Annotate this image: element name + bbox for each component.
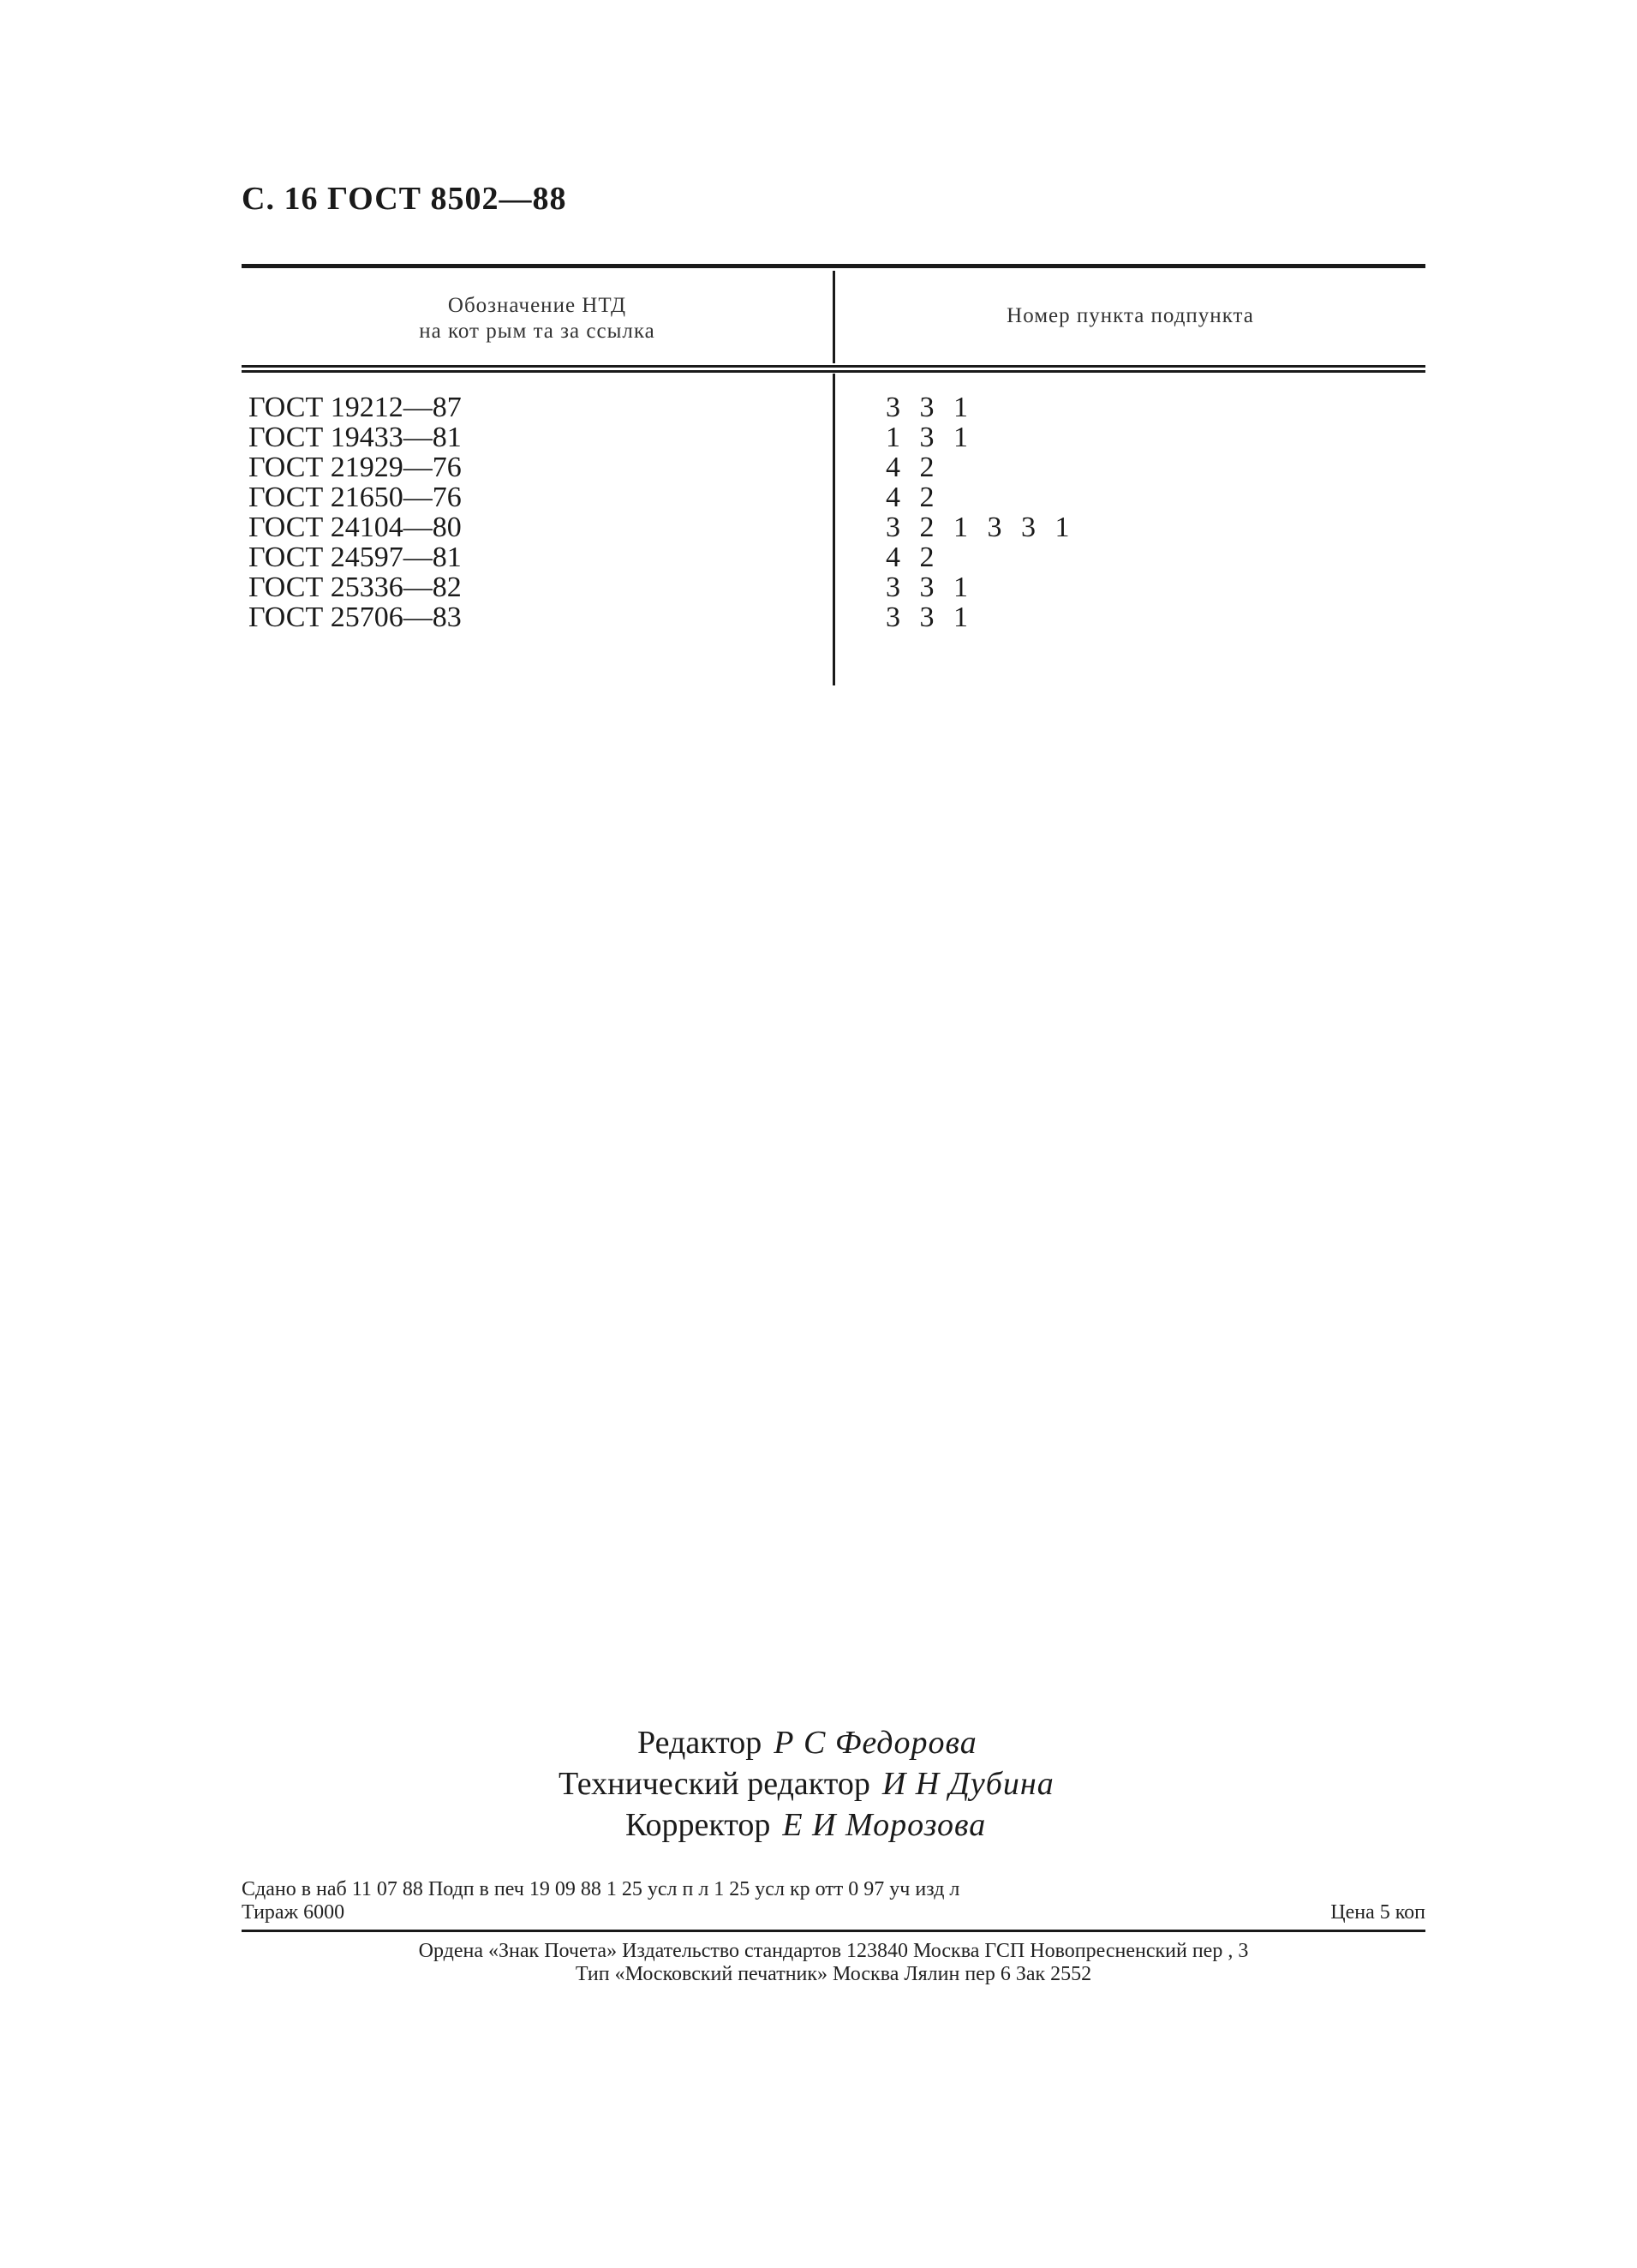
clause-number-cell: 3 2 1 3 3 1	[886, 512, 1076, 543]
table-header-double-rule	[242, 365, 1425, 373]
table-row	[242, 542, 1425, 572]
tech-editor-name: И Н Дубина	[881, 1766, 1054, 1802]
clause-number-cell: 3 3 1	[886, 601, 974, 633]
clause-number-cell: 4 2	[886, 542, 941, 573]
editorial-credits	[471, 1722, 1242, 1846]
imprint-block	[242, 1878, 1425, 1986]
column-header-clause	[835, 303, 1425, 329]
table-row	[242, 512, 1425, 542]
imprint-printer-line: Тип «Московский печатник» Москва Лялин пер 6 Зак 2552	[575, 1963, 1092, 1985]
clause-number-cell: 3 3 1	[886, 571, 974, 603]
table-row	[242, 602, 1425, 632]
editor-label: Редактор	[637, 1725, 762, 1761]
clause-number-cell: 1 3 1	[886, 422, 974, 453]
column-header-document-line-2: на кот рым та за ссылка	[419, 320, 655, 343]
document-code-cell: ГОСТ 25336—82	[248, 571, 462, 603]
imprint-divider	[242, 1930, 1425, 1932]
table-top-rule	[242, 264, 1425, 268]
proofreader-credit	[471, 1804, 1242, 1846]
imprint-price: Цена 5 коп	[1330, 1901, 1425, 1924]
clause-number-cell: 4 2	[886, 482, 941, 513]
table-row	[242, 422, 1425, 452]
editor-name: Р С Федорова	[774, 1725, 977, 1761]
column-header-document	[242, 293, 833, 344]
imprint-dates-line	[242, 1878, 1425, 1901]
reference-table	[242, 264, 1425, 685]
proofreader-name: Е И Морозова	[782, 1807, 987, 1843]
clause-number-cell: 3 3 1	[886, 392, 974, 423]
tech-editor-credit	[471, 1763, 1242, 1804]
document-code-cell: ГОСТ 19433—81	[248, 422, 462, 453]
table-row	[242, 482, 1425, 512]
document-code-cell: ГОСТ 24104—80	[248, 512, 462, 543]
proofreader-label: Корректор	[625, 1807, 771, 1843]
table-row	[242, 392, 1425, 422]
column-header-document-line-1: Обозначение НТД	[447, 294, 627, 317]
document-code-cell: ГОСТ 24597—81	[248, 542, 462, 573]
document-code-cell: ГОСТ 21929—76	[248, 452, 462, 483]
imprint-publisher-line: Ордена «Знак Почета» Издательство стандартов 123840 Москва ГСП Новопресненский пер , 3	[418, 1940, 1249, 1962]
clause-number-cell: 4 2	[886, 452, 941, 483]
imprint-dates-text: Сдано в наб 11 07 88 Подп в печ 19 09 88 1 25 усл п л 1 25 усл кр отт 0 97 уч изд л	[242, 1878, 960, 1900]
table-row	[242, 572, 1425, 602]
document-code-cell: ГОСТ 25706—83	[248, 601, 462, 633]
tech-editor-label: Технический редактор	[559, 1766, 870, 1802]
page-header: С. 16 ГОСТ 8502—88	[242, 181, 567, 217]
table-body	[242, 392, 1425, 632]
imprint-print-run: Тираж 6000	[242, 1901, 345, 1924]
editor-credit	[471, 1722, 1242, 1763]
document-code-cell: ГОСТ 21650—76	[248, 482, 462, 513]
column-header-clause-text: Номер пункта подпункта	[1007, 304, 1254, 327]
table-row	[242, 452, 1425, 482]
document-code-cell: ГОСТ 19212—87	[248, 392, 462, 423]
imprint-run-price-line	[242, 1901, 1425, 1924]
